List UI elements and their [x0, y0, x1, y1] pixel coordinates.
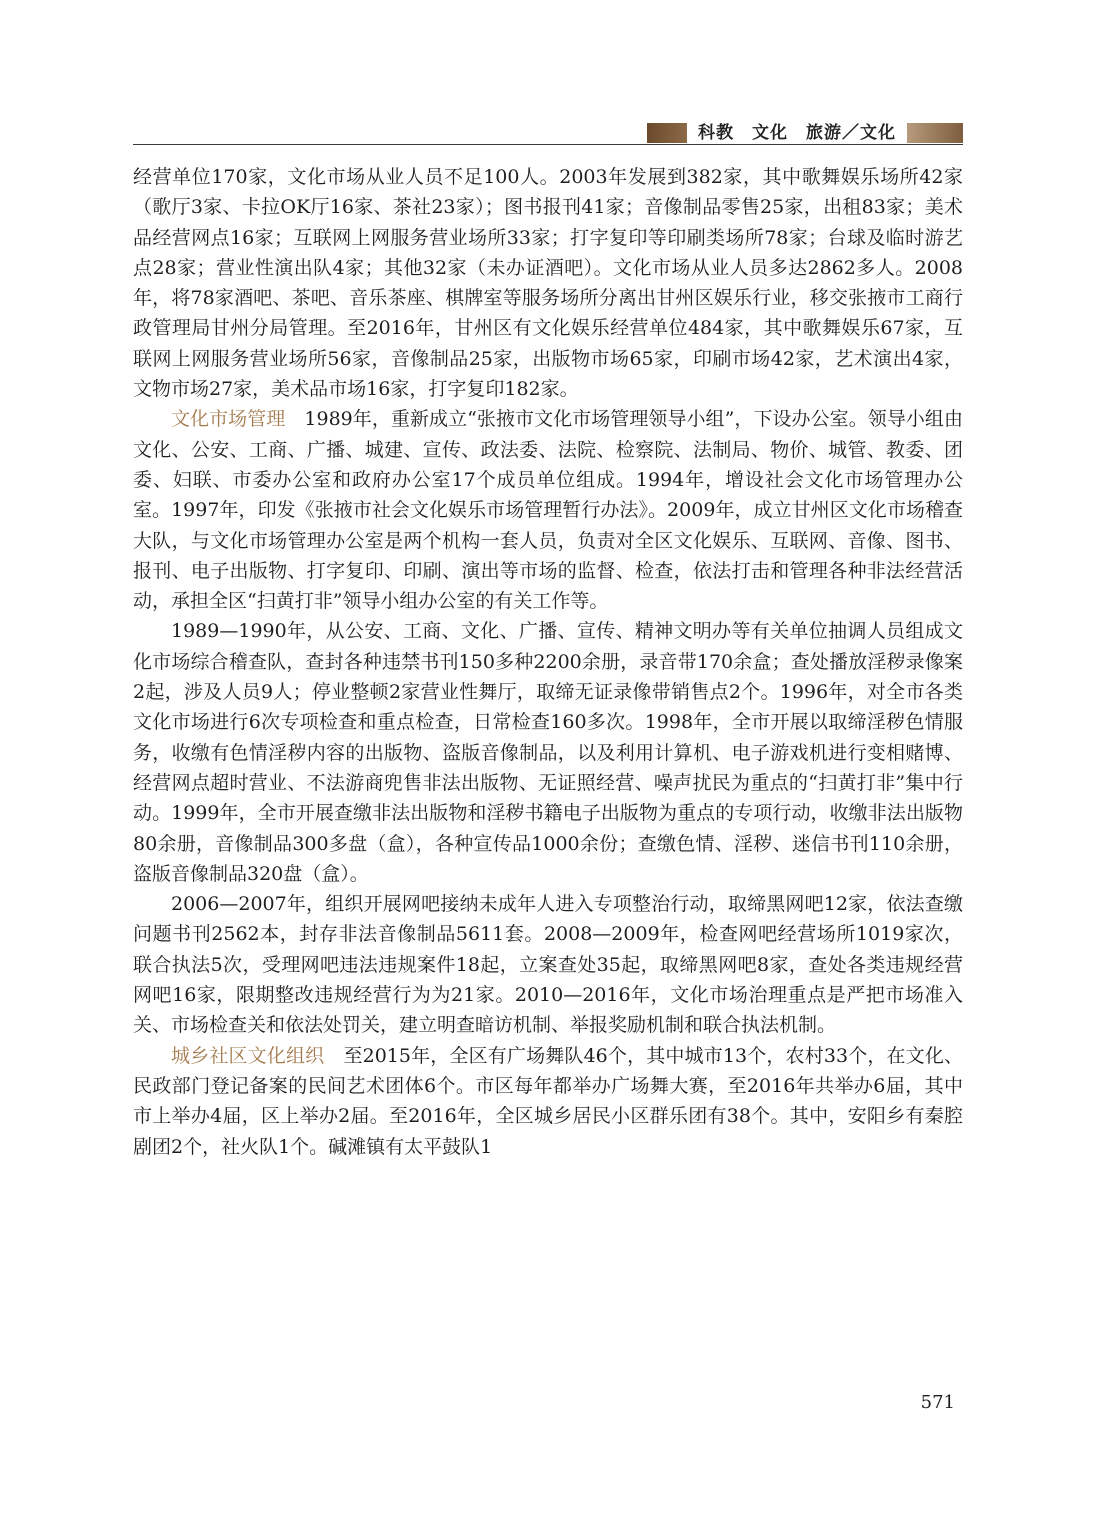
header-decor-bar-dark — [647, 123, 687, 143]
paragraph-4 — [133, 889, 963, 1040]
paragraph-3-text: 1989—1990年，从公安、工商、文化、广播、宣传、精神文明办等有关单位抽调人员组成文化市场综合稽查队，查封各种违禁书刊150多种2200余册，录音带170余盒；查处播放淫秽录像案2起，涉及人员9人；停业整顿2家营业性舞厅，取缔无证录像带销售点2个。1996年，对全市各类文化市场进行6次专项检查和重点检查，日常检查160多次。1998年，全市开展以取缔淫秽色情服务，收缴有色情淫秽内容的出版物、盗版音像制品，以及利用计算机、电子游戏机进行变相赌博、经营网点超时营业、不法游商兜售非法出版物、无证照经营、噪声扰民为重点的“扫黄打非”集中行动。1999年，全市开展查缴非法出版物和淫秽书籍电子出版物为重点的专项行动，收缴非法出版物80余册，音像制品300多盘（盒），各种宣传品1000余份；查缴色情、淫秽、迷信书刊110余册，盗版音像制品320盘（盒）。 — [133, 620, 963, 885]
header-title: 科教 文化 旅游／文化 — [698, 123, 896, 143]
paragraph-4-text: 2006—2007年，组织开展网吧接纳未成年人进入专项整治行动，取缔黑网吧12家，依法查缴问题书刊2562本，封存非法音像制品5611套。2008—2009年，检查网吧经营场所1019家次，联合执法5次，受理网吧违法违规案件18起，立案查处35起，取缔黑网吧8家，查处各类违规经营网吧16家，限期整改违规经营行为为21家。2010—2016年，文化市场治理重点是严把市场准入关、市场检查关和依法处罚关，建立明查暗访机制、举报奖励机制和联合执法机制。 — [133, 893, 963, 1037]
paragraph-3 — [133, 616, 963, 889]
header-decor-bar-light — [907, 123, 963, 143]
paragraph-5-text: 至2015年，全区有广场舞队46个，其中城市13个，农村33个，在文化、民政部门登记备案的民间艺术团体6个。市区每年都举办广场舞大赛，至2016年共举办6届，其中市上举办4届，区上举办2届。至2016年，全区城乡居民小区群乐团有38个。其中，安阳乡有秦腔剧团2个，社火队1个。碱滩镇有太平鼓队1 — [133, 1044, 963, 1158]
running-header — [133, 120, 963, 146]
header-rule — [133, 144, 963, 145]
paragraph-2-text: 1989年，重新成立“张掖市文化市场管理领导小组”，下设办公室。领导小组由文化、公安、工商、广播、城建、宣传、政法委、法院、检察院、法制局、物价、城管、教委、团委、妇联、市委办公室和政府办公室17个成员单位组成。1994年，增设社会文化市场管理办公室。1997年，印发《张掖市社会文化娱乐市场管理暂行办法》。2009年，成立甘州区文化市场稽查大队，与文化市场管理办公室是两个机构一套人员，负责对全区文化娱乐、互联网、音像、图书、报刊、电子出版物、打字复印、印刷、演出等市场的监督、检查，依法打击和管理各种非法经营活动，承担全区“扫黄打非”领导小组办公室的有关工作等。 — [133, 408, 963, 613]
section-heading-market-management: 文化市场管理 — [171, 408, 286, 431]
paragraph-2 — [133, 404, 963, 616]
paragraph-5 — [133, 1041, 963, 1162]
page-number: 571 — [920, 1392, 955, 1413]
section-heading-community-organizations: 城乡社区文化组织 — [171, 1044, 325, 1067]
paragraph-1-text: 经营单位170家，文化市场从业人员不足100人。2003年发展到382家，其中歌舞娱乐场所42家（歌厅3家、卡拉OK厅16家、茶社23家）；图书报刊41家；音像制品零售25家，出租83家；美术品经营网点16家；互联网上网服务营业场所33家；打字复印等印刷类场所78家；台球及临时游艺点28家；营业性演出队4家；其他32家（未办证酒吧）。文化市场从业人员多达2862多人。2008年，将78家酒吧、茶吧、音乐茶座、棋牌室等服务场所分离出甘州区娱乐行业，移交张掖市工商行政管理局甘州分局管理。至2016年，甘州区有文化娱乐经营单位484家，其中歌舞娱乐67家，互联网上网服务营业场所56家，音像制品25家，出版物市场65家，印刷市场42家，艺术演出4家，文物市场27家，美术品市场16家，打字复印182家。 — [133, 166, 963, 401]
body-text — [133, 162, 963, 1162]
paragraph-1 — [133, 162, 963, 404]
